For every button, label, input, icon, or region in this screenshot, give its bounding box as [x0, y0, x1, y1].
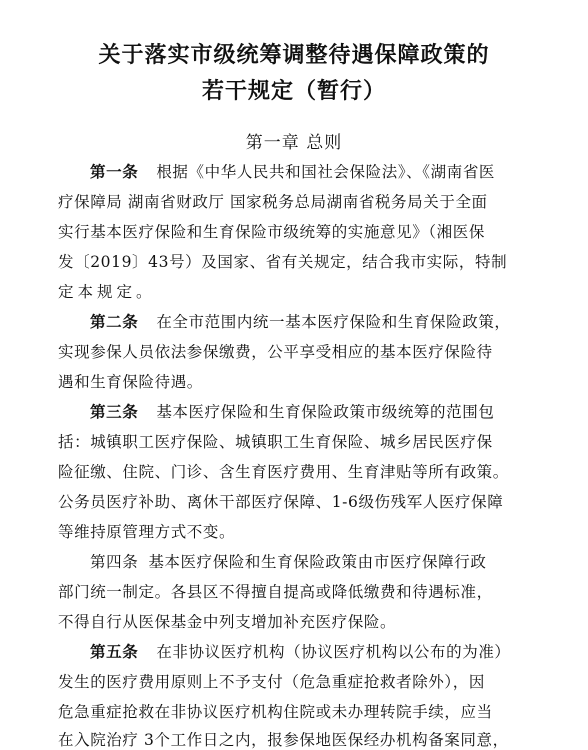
article-4-line-2: 部门统一制定。各县区不得擅自提高或降低缴费和待遇标准，: [58, 583, 493, 601]
article-1-label: 第一条: [90, 162, 139, 181]
article-5-line-2: 发生的医疗费用原则上不予支付（危急重症抢救者除外），因: [58, 673, 485, 691]
article-3-line-3: 险征缴、住院、门诊、含生育医疗费用、生育津贴等所有政策。: [58, 463, 509, 481]
article-4-line-3: 不得自行从医保基金中列支增加补充医疗保险。: [58, 613, 397, 631]
article-3-label: 第三条: [90, 402, 139, 421]
article-1-line-2: 疗保障局 湖南省财政厅 国家税务总局湖南省税务局关于全面: [58, 193, 488, 211]
article-1-line-4: 发〔2019〕43号）及国家、省有关规定，结合我市实际，特制: [58, 253, 508, 271]
article-2-line-3: 遇和生育保险待遇。: [58, 373, 203, 391]
article-3-line-4: 公务员医疗补助、离休干部医疗保障、1-6级伤残军人医疗保障: [58, 493, 504, 511]
article-3-line-5: 等维持原管理方式不变。: [58, 523, 236, 541]
article-1-line-3: 实行基本医疗保险和生育保险市级统筹的实施意见》（湘医保: [58, 223, 485, 241]
article-2-line-1: 第二条 在全市范围内统一基本医疗保险和生育保险政策，: [90, 312, 511, 331]
article-1-line-1: 第一条 根据《中华人民共和国社会保险法》、《湖南省医: [90, 162, 496, 181]
document-title-line-1: 关于落实市级统筹调整待遇保障政策的: [98, 43, 490, 68]
article-2-line-2: 实现参保人员依法参保缴费，公平享受相应的基本医疗保险待: [58, 343, 493, 361]
article-5-line-3: 危急重症抢救在非协议医疗机构住院或未办理转院手续，应当: [58, 703, 493, 721]
article-4-line-1: 第四条 基本医疗保险和生育保险政策由市医疗保障行政: [90, 553, 487, 571]
document-title-line-2: 若干规定（暂行）: [201, 79, 386, 104]
article-1-line-5: 定本规定。: [58, 283, 156, 301]
article-5-line-4: 在入院治疗 3个工作日之内，报参保地医保经办机构备案同意，: [58, 731, 509, 749]
article-2-label: 第二条: [90, 312, 139, 331]
article-3-line-1: 第三条 基本医疗保险和生育保险政策市级统筹的范围包: [90, 402, 495, 421]
article-3-line-2: 括：城镇职工医疗保险、城镇职工生育保险、城乡居民医疗保: [58, 433, 493, 451]
article-5-line-1: 第五条 在非协议医疗机构（协议医疗机构以公布的为准）: [90, 642, 511, 661]
article-4-label: 第四条: [90, 553, 139, 571]
chapter-heading: 第一章 总则: [245, 133, 343, 153]
article-5-label: 第五条: [90, 642, 139, 661]
